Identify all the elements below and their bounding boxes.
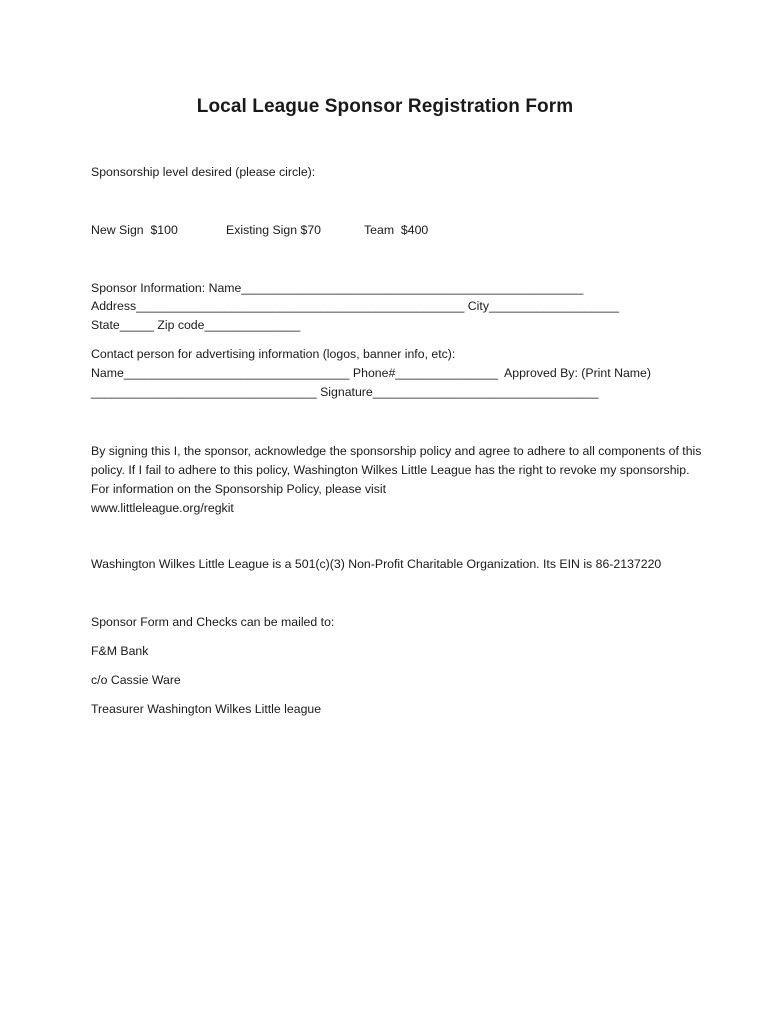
mailing-bank: F&M Bank bbox=[91, 644, 149, 658]
contact-heading: Contact person for advertising information (logos, banner info, etc): bbox=[91, 347, 456, 361]
mailing-treasurer: Treasurer Washington Wilkes Little league bbox=[91, 702, 322, 716]
page-title: Local League Sponsor Registration Form bbox=[196, 96, 574, 117]
level-option-new-sign: New Sign $100 bbox=[91, 223, 178, 237]
sponsor-address-field: Address________________________________________________ City___________________ bbox=[91, 299, 619, 313]
policy-url: www.littleleague.org/regkit bbox=[91, 501, 234, 515]
level-option-existing-sign: Existing Sign $70 bbox=[226, 223, 322, 237]
sponsorship-level-prompt: Sponsorship level desired (please circle): bbox=[91, 165, 316, 179]
contact-signature-field: _________________________________ Signature_________________________________ bbox=[91, 385, 599, 399]
nonprofit-statement: Washington Wilkes Little League is a 501(c)(3) Non-Profit Charitable Organization. Its EIN is 86-2137220 bbox=[91, 557, 662, 571]
policy-text: By signing this I, the sponsor, acknowledge the sponsorship policy and agree to adhere to all components of this policy. If I fail to adhere to this policy, Washington Wilkes Little League has the right to revoke my sponsorship. For information on the Sponsorship Policy, please visit bbox=[91, 444, 702, 496]
level-option-team: Team $400 bbox=[364, 223, 429, 237]
mailing-care-of: c/o Cassie Ware bbox=[91, 673, 181, 687]
sponsor-name-field: Sponsor Information: Name__________________________________________________ bbox=[91, 281, 584, 295]
mailing-heading: Sponsor Form and Checks can be mailed to: bbox=[91, 615, 335, 629]
policy-paragraph bbox=[91, 442, 711, 518]
contact-name-phone-field: Name_________________________________ Phone#_______________ Approved By: (Print Name) bbox=[91, 366, 651, 380]
sponsor-state-zip-field: State_____ Zip code______________ bbox=[91, 318, 301, 332]
